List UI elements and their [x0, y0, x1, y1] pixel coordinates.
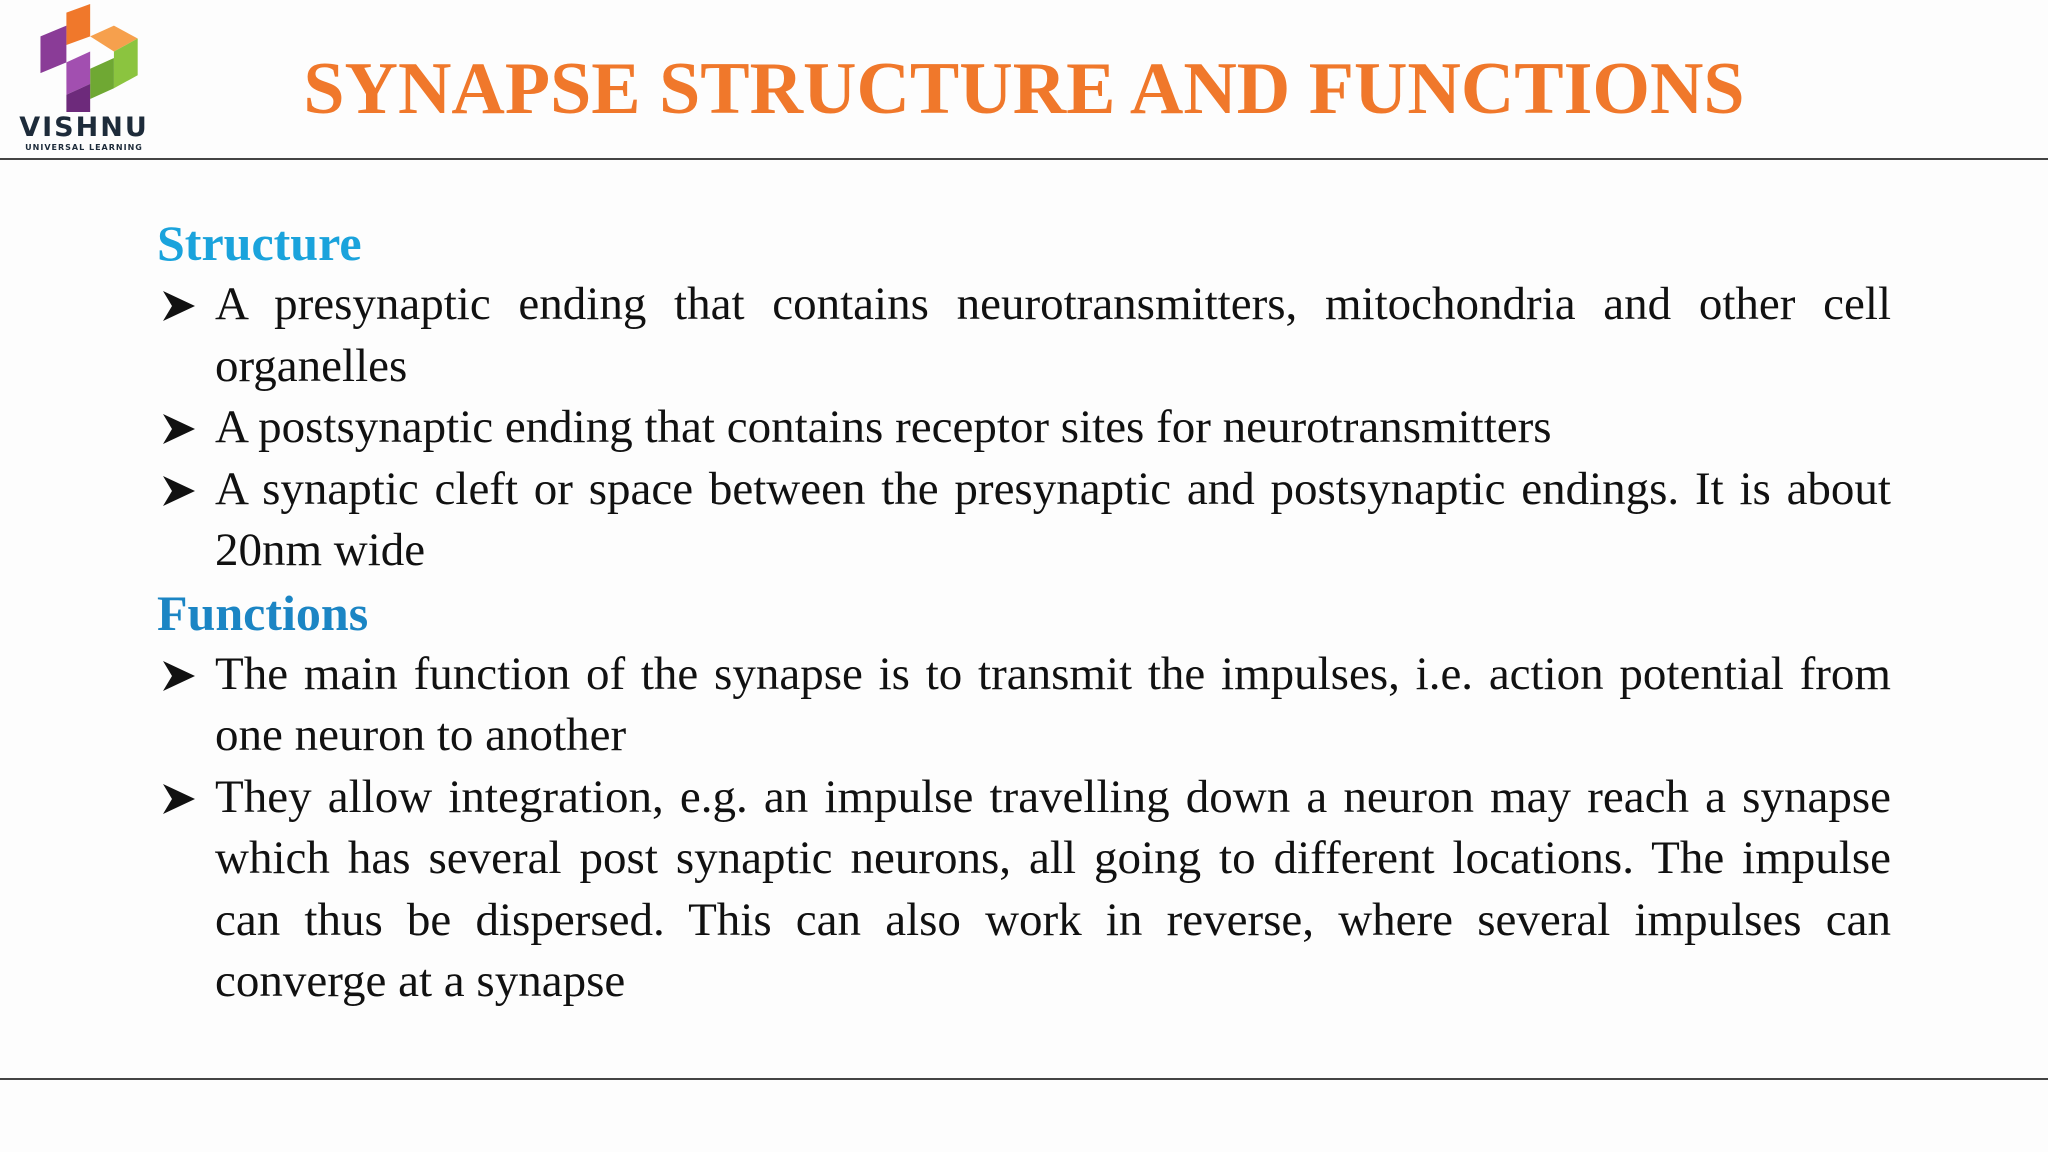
functions-list [157, 644, 1891, 1013]
arrowhead-bullet-icon [161, 289, 197, 323]
slide-content [157, 212, 1891, 1013]
bullet-text: A presynaptic ending that contains neurotransmitters, mitochondria and other cell organelles [215, 278, 1891, 392]
structure-list [157, 274, 1891, 582]
bullet-text: They allow integration, e.g. an impulse travelling down a neuron may reach a synapse which has several post synaptic neurons, all going to different locations. The impulse can thus be dispersed. This can also work in reverse, where several impulses can converge at a synapse [215, 770, 1891, 1007]
list-item [157, 459, 1891, 582]
functions-heading: Functions [157, 584, 369, 641]
header-divider [0, 158, 2048, 160]
logo-name: VISHNU [19, 112, 149, 143]
list-item [157, 397, 1891, 459]
arrowhead-bullet-icon [161, 474, 197, 508]
slide-title: SYNAPSE STRUCTURE AND FUNCTIONS [303, 48, 1745, 130]
list-item [157, 644, 1891, 767]
arrowhead-bullet-icon [161, 659, 197, 693]
vishnu-logo [14, 4, 154, 160]
footer-divider [0, 1078, 2048, 1080]
structure-heading: Structure [157, 215, 362, 271]
arrowhead-bullet-icon [161, 412, 197, 446]
bullet-text: A synaptic cleft or space between the presynaptic and postsynaptic endings. It is about 20nm wide [215, 462, 1891, 576]
logo-tagline: UNIVERSAL LEARNING [25, 143, 143, 152]
bullet-text: The main function of the synapse is to transmit the impulses, i.e. action potential from one neuron to another [215, 647, 1891, 761]
list-item [157, 274, 1891, 397]
bullet-text: A postsynaptic ending that contains receptor sites for neurotransmitters [215, 401, 1552, 453]
list-item [157, 767, 1891, 1013]
vishnu-logo-icon [34, 4, 142, 112]
arrowhead-bullet-icon [161, 782, 197, 816]
